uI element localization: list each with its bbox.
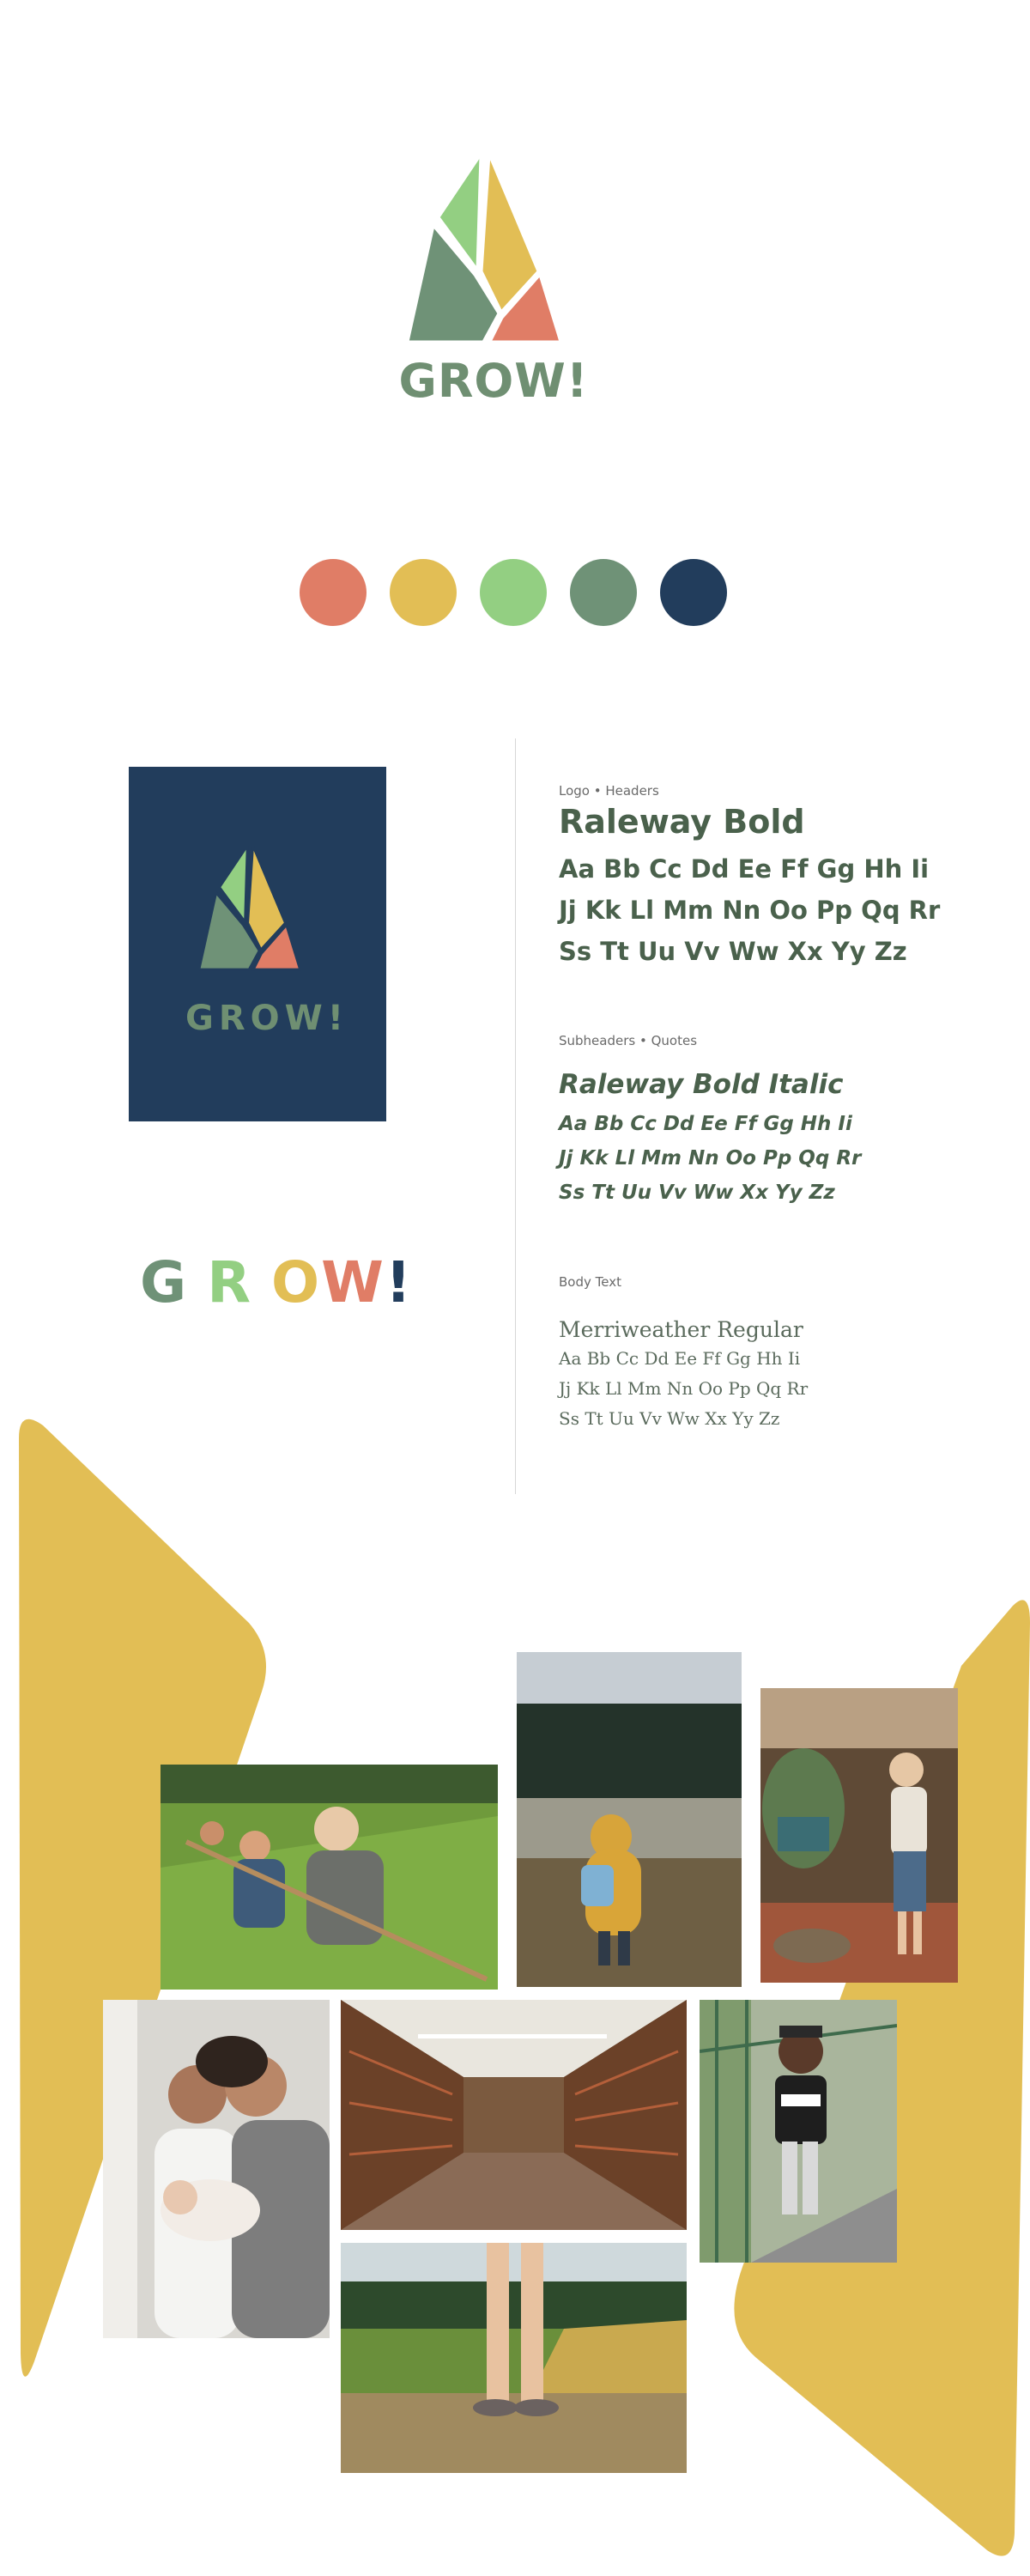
toddler-future-shirt-photo (700, 2000, 897, 2263)
body-specimen-line-2: Jj Kk Ll Mm Nn Oo Pp Qq Rr (559, 1378, 809, 1399)
parents-with-newborn-photo (103, 2000, 330, 2338)
headers-font-name: Raleway Bold (559, 803, 805, 841)
logo-wordmark: GROW! (398, 354, 589, 408)
headers-specimen-line-3: Ss Tt Uu Vv Ww Xx Yy Zz (559, 937, 907, 966)
headers-caption: Logo • Headers (559, 783, 659, 799)
body-font-name: Merriweather Regular (559, 1317, 803, 1342)
body-caption: Body Text (559, 1274, 621, 1290)
girl-watering-plants-photo (760, 1688, 958, 1983)
color-palette (300, 559, 733, 628)
swatch-navy (660, 559, 727, 626)
tree-mark-icon (199, 846, 312, 976)
headers-specimen-line-1: Aa Bb Cc Dd Ee Ff Gg Hh Ii (559, 854, 930, 884)
library-bookshelves-photo (341, 2000, 687, 2230)
navy-logo-card (129, 767, 386, 1121)
tree-mark-icon (408, 155, 579, 352)
swatch-coral (300, 559, 367, 626)
feet-on-hay-bale-photo (341, 2243, 687, 2473)
subheaders-font-name: Raleway Bold Italic (559, 1069, 844, 1100)
subheaders-specimen-line-3: Ss Tt Uu Vv Ww Xx Yy Zz (559, 1182, 835, 1204)
colored-wordmark (140, 1249, 413, 1315)
children-tug-of-war-photo (161, 1765, 498, 1990)
wordmark-letter-o: O (271, 1249, 322, 1315)
main-logo (395, 155, 592, 429)
swatch-light-green (480, 559, 547, 626)
wordmark-letter-w: W (321, 1249, 385, 1315)
body-specimen-line-1: Aa Bb Cc Dd Ee Ff Gg Hh Ii (559, 1348, 801, 1369)
section-divider (515, 738, 516, 1494)
subheaders-specimen-line-2: Jj Kk Ll Mm Nn Oo Pp Qq Rr (559, 1147, 862, 1170)
child-yellow-raincoat-photo (517, 1652, 742, 1987)
swatch-mustard (390, 559, 457, 626)
swatch-sage (570, 559, 637, 626)
headers-specimen-line-2: Jj Kk Ll Mm Nn Oo Pp Qq Rr (559, 896, 941, 925)
subheaders-caption: Subheaders • Quotes (559, 1033, 698, 1048)
subheaders-specimen-line-1: Aa Bb Cc Dd Ee Ff Gg Hh Ii (559, 1113, 852, 1135)
body-specimen-line-3: Ss Tt Uu Vv Ww Xx Yy Zz (559, 1408, 780, 1429)
wordmark-letter-g: G (140, 1249, 189, 1315)
card-wordmark: GROW! (185, 999, 348, 1038)
wordmark-letter-r: R (207, 1249, 253, 1315)
wordmark-letter-exclaim: ! (385, 1249, 414, 1315)
